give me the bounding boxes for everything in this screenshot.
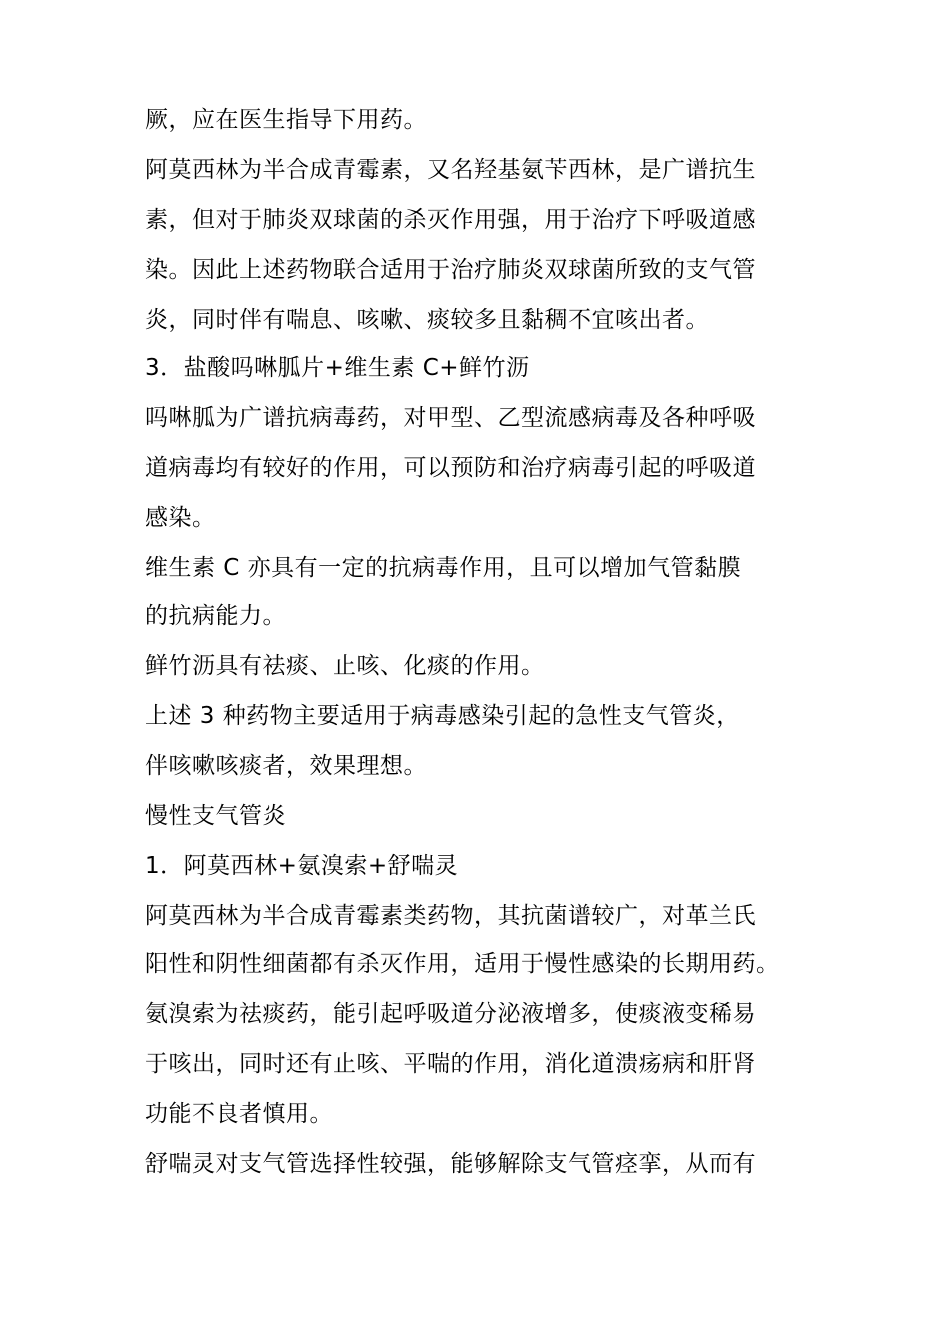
text-line: 染。因此上述药物联合适用于治疗肺炎双球菌所致的支气管 (145, 257, 756, 283)
text-line: 鲜竹沥具有祛痰、止咳、化痰的作用。 (145, 653, 545, 679)
section-heading: 1．阿莫西林+氨溴索+舒喘灵 (145, 853, 459, 879)
text-line: 于咳出，同时还有止咳、平喘的作用，消化道溃疡病和肝肾 (145, 1051, 756, 1077)
text-line: 伴咳嗽咳痰者，效果理想。 (145, 753, 427, 779)
text-line: 阿莫西林为半合成青霉素类药物，其抗菌谱较广，对革兰氏 (145, 903, 756, 929)
text-line: 厥，应在医生指导下用药。 (145, 107, 427, 133)
text-line: 阳性和阴性细菌都有杀灭作用，适用于慢性感染的长期用药。 (145, 951, 780, 977)
text-line: 吗啉胍为广谱抗病毒药，对甲型、乙型流感病毒及各种呼吸 (145, 405, 756, 431)
text-line: 功能不良者慎用。 (145, 1101, 333, 1127)
section-heading: 3．盐酸吗啉胍片+维生素 C+鲜竹沥 (145, 355, 530, 381)
text-line: 炎，同时伴有喘息、咳嗽、痰较多且黏稠不宜咳出者。 (145, 307, 709, 333)
text-line: 氨溴索为祛痰药，能引起呼吸道分泌液增多，使痰液变稀易 (145, 1001, 756, 1027)
text-line: 维生素 C 亦具有一定的抗病毒作用，且可以增加气管黏膜 (145, 555, 742, 581)
text-line: 舒喘灵对支气管选择性较强，能够解除支气管痉挛，从而有 (145, 1151, 756, 1177)
text-line: 的抗病能力。 (145, 603, 286, 629)
section-heading: 慢性支气管炎 (145, 803, 286, 829)
text-line: 阿莫西林为半合成青霉素，又名羟基氨苄西林，是广谱抗生 (145, 157, 756, 183)
text-line: 素，但对于肺炎双球菌的杀灭作用强，用于治疗下呼吸道感 (145, 207, 756, 233)
text-line: 上述 3 种药物主要适用于病毒感染引起的急性支气管炎， (145, 703, 740, 729)
text-line: 道病毒均有较好的作用，可以预防和治疗病毒引起的呼吸道 (145, 455, 756, 481)
text-line: 感染。 (145, 505, 216, 531)
